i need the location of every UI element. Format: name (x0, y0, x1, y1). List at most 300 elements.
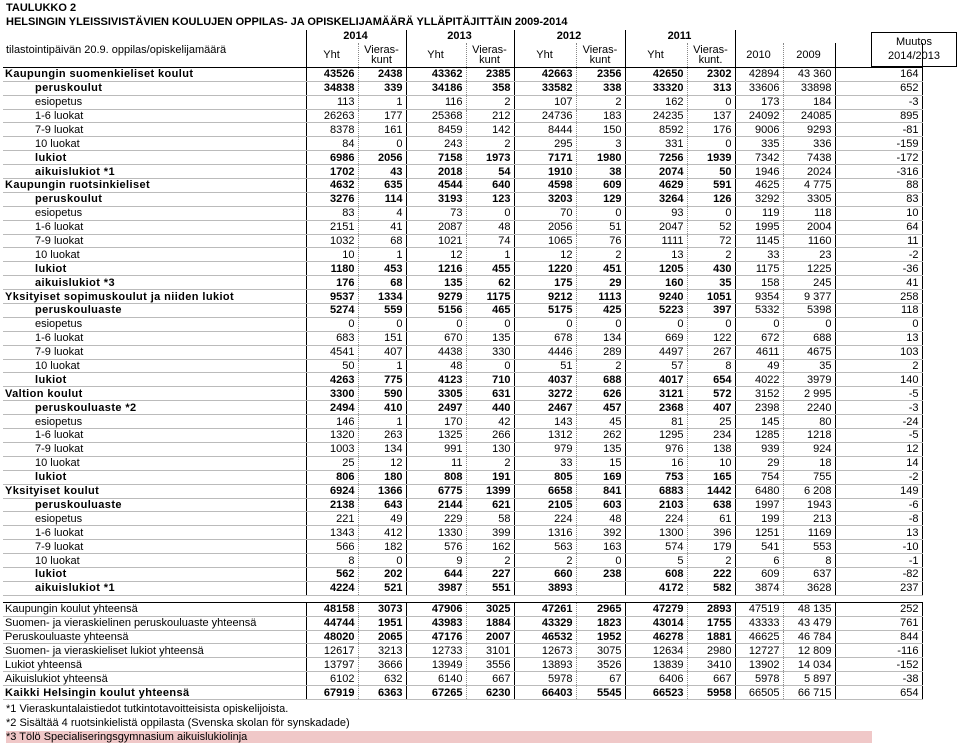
cell-value: 2 (466, 456, 514, 470)
cell-value: 2144 (406, 498, 466, 512)
cell-value: 1 (358, 95, 406, 109)
row-label: 1-6 luokat (3, 331, 306, 345)
row-label: aikuislukiot *1 (3, 165, 306, 179)
table-row (3, 179, 922, 193)
cell-value: 1997 (735, 498, 783, 512)
vieras-header (576, 43, 625, 68)
cell-value: 43526 (306, 67, 358, 81)
cell-value: 1325 (406, 429, 466, 443)
cell-value: 83 (835, 192, 922, 206)
cell-value: 632 (358, 672, 406, 686)
row-label: peruskoulut (3, 81, 306, 95)
cell-value: 83 (306, 206, 358, 220)
table-row (3, 67, 922, 81)
row-label: Kaupungin koulut yhteensä (3, 602, 306, 616)
cell-value: 13797 (306, 658, 358, 672)
table-row (3, 415, 922, 429)
cell-value: 1939 (687, 151, 735, 165)
table-row (3, 401, 922, 415)
cell-value: 9293 (783, 123, 835, 137)
cell-value: 50 (306, 359, 358, 373)
cell-value: 2 (466, 554, 514, 568)
cell-value: 26263 (306, 109, 358, 123)
spacer-row (3, 595, 922, 602)
cell-value: 0 (687, 206, 735, 220)
cell-value: 4611 (735, 345, 783, 359)
cell-value: 4 775 (783, 179, 835, 193)
cell-value: 0 (358, 317, 406, 331)
cell-value: 541 (735, 540, 783, 554)
table-row (3, 345, 922, 359)
cell-value: 0 (406, 317, 466, 331)
cell-value: 669 (625, 331, 687, 345)
cell-value: 1113 (576, 290, 625, 304)
cell-value: 672 (735, 331, 783, 345)
cell-value: 12 (406, 248, 466, 262)
row-label: Peruskouluaste yhteensä (3, 630, 306, 644)
cell-value: -3 (835, 95, 922, 109)
cell-value: 4497 (625, 345, 687, 359)
cell-value: 5958 (687, 686, 735, 700)
cell-value: 122 (687, 331, 735, 345)
cell-value: 338 (576, 81, 625, 95)
cell-value: 12617 (306, 644, 358, 658)
cell-value: 339 (358, 81, 406, 95)
cell-value: 1343 (306, 526, 358, 540)
cell-value: -8 (835, 512, 922, 526)
cell-value: 979 (514, 442, 576, 456)
cell-value: 2007 (466, 630, 514, 644)
cell-value: 924 (783, 442, 835, 456)
cell-value: 1021 (406, 234, 466, 248)
yht-header: Yht (306, 43, 358, 68)
cell-value: 6883 (625, 484, 687, 498)
footnote-3: *3 Tölö Specialiseringsgymnasium aikuislukiolinja (6, 731, 872, 743)
cell-value: 6363 (358, 686, 406, 700)
cell-value: 48 (466, 220, 514, 234)
table-row (3, 276, 922, 290)
cell-value: 38 (576, 165, 625, 179)
cell-value: 0 (687, 137, 735, 151)
cell-value: 12 809 (783, 644, 835, 658)
cell-value: 0 (576, 317, 625, 331)
cell-value: 126 (687, 192, 735, 206)
cell-value: 140 (835, 373, 922, 387)
cell-value: 64 (835, 220, 922, 234)
cell-value: 165 (687, 470, 735, 484)
cell-value: 5156 (406, 304, 466, 318)
cell-value: 1285 (735, 429, 783, 443)
table-row (3, 554, 922, 568)
cell-value: 2497 (406, 401, 466, 415)
cell-value: 130 (466, 442, 514, 456)
cell-value: 9 (406, 554, 466, 568)
cell-value: 295 (514, 137, 576, 151)
row-label: Lukiot yhteensä (3, 658, 306, 672)
cell-value: 1316 (514, 526, 576, 540)
cell-value: -3 (835, 401, 922, 415)
cell-value: 5332 (735, 304, 783, 318)
cell-value: 1220 (514, 262, 576, 276)
cell-value: -36 (835, 262, 922, 276)
cell-value: 183 (576, 109, 625, 123)
cell-value: 150 (576, 123, 625, 137)
cell-value: 4544 (406, 179, 466, 193)
cell-value: 5175 (514, 304, 576, 318)
cell-value: 7256 (625, 151, 687, 165)
cell-value: 118 (835, 304, 922, 318)
cell-value: 457 (576, 401, 625, 415)
row-label: 10 luokat (3, 248, 306, 262)
cell-value: 25368 (406, 109, 466, 123)
table-row (3, 165, 922, 179)
cell-value: 48158 (306, 602, 358, 616)
cell-value: 35 (687, 276, 735, 290)
cell-value: 4 (358, 206, 406, 220)
cell-value: 313 (687, 81, 735, 95)
table-row (3, 248, 922, 262)
cell-value: 42894 (735, 67, 783, 81)
row-label: 7-9 luokat (3, 123, 306, 137)
cell-value: 1300 (625, 526, 687, 540)
cell-value: 844 (835, 630, 922, 644)
cell-value: 14 034 (783, 658, 835, 672)
table-row (3, 192, 922, 206)
cell-value: 202 (358, 567, 406, 581)
cell-value: 4037 (514, 373, 576, 387)
cell-value: 562 (306, 567, 358, 581)
cell-value: -82 (835, 567, 922, 581)
cell-value: 24736 (514, 109, 576, 123)
cell-value: 33 (514, 456, 576, 470)
cell-value: 160 (625, 276, 687, 290)
cell-value: 3073 (358, 602, 406, 616)
vieras-header-top: Vieras- (582, 43, 618, 56)
table-row (3, 81, 922, 95)
cell-value: 582 (687, 581, 735, 595)
row-label: aikuislukiot *1 (3, 581, 306, 595)
cell-value: 263 (358, 429, 406, 443)
cell-value: -10 (835, 540, 922, 554)
row-label: lukiot (3, 470, 306, 484)
cell-value: 12 (514, 248, 576, 262)
cell-value: 33582 (514, 81, 576, 95)
cell-value: 688 (783, 331, 835, 345)
row-label: Suomen- ja vieraskielinen peruskouluaste yhteensä (3, 616, 306, 630)
cell-value: 66 715 (783, 686, 835, 700)
table-row (3, 206, 922, 220)
cell-value: 5978 (514, 672, 576, 686)
row-label: peruskouluaste *2 (3, 401, 306, 415)
cell-value: 399 (466, 526, 514, 540)
cell-value: 3213 (358, 644, 406, 658)
cell-value: 2893 (687, 602, 735, 616)
cell-value: 336 (783, 137, 835, 151)
cell-value: 33 (735, 248, 783, 262)
cell-value: 135 (406, 276, 466, 290)
cell-value: 42663 (514, 67, 576, 81)
cell-value: 667 (687, 672, 735, 686)
cell-value: 177 (358, 109, 406, 123)
cell-value: 18 (783, 456, 835, 470)
cell-value: 6924 (306, 484, 358, 498)
cell-value: 6 (735, 554, 783, 568)
table-row (3, 686, 922, 700)
cell-value: 9354 (735, 290, 783, 304)
cell-value: 1205 (625, 262, 687, 276)
cell-value: 335 (735, 137, 783, 151)
cell-value: 397 (687, 304, 735, 318)
cell-value: 667 (466, 672, 514, 686)
cell-value: 1702 (306, 165, 358, 179)
cell-value: -1 (835, 554, 922, 568)
cell-value: 34186 (406, 81, 466, 95)
cell-value: 23 (783, 248, 835, 262)
cell-value: 184 (783, 95, 835, 109)
row-label: lukiot (3, 151, 306, 165)
cell-value: 73 (406, 206, 466, 220)
vieras-header-top: Vieras- (693, 43, 728, 56)
row-label: Kaupungin suomenkieliset koulut (3, 67, 306, 81)
cell-value: 47519 (735, 602, 783, 616)
cell-value: 46625 (735, 630, 783, 644)
cell-value: 93 (625, 206, 687, 220)
cell-value: 3410 (687, 658, 735, 672)
cell-value: 13 (835, 526, 922, 540)
cell-value: 430 (687, 262, 735, 276)
cell-value: 4446 (514, 345, 576, 359)
cell-value: 70 (514, 206, 576, 220)
cell-value: 149 (835, 484, 922, 498)
cell-value: 566 (306, 540, 358, 554)
cell-value: 66523 (625, 686, 687, 700)
cell-value: 2368 (625, 401, 687, 415)
table-row (3, 234, 922, 248)
cell-value: 1943 (783, 498, 835, 512)
cell-value: 678 (514, 331, 576, 345)
cell-value: 4224 (306, 581, 358, 595)
row-label: esiopetus (3, 317, 306, 331)
cell-value: 1823 (576, 616, 625, 630)
cell-value: 7342 (735, 151, 783, 165)
cell-value: 3272 (514, 387, 576, 401)
cell-value: 2024 (783, 165, 835, 179)
cell-value: 191 (466, 470, 514, 484)
cell-value: 2 (835, 359, 922, 373)
cell-value: 6 208 (783, 484, 835, 498)
cell-value: 68 (358, 234, 406, 248)
cell-value: 1225 (783, 262, 835, 276)
cell-value: 179 (687, 540, 735, 554)
cell-value: 42650 (625, 67, 687, 81)
cell-value: 1884 (466, 616, 514, 630)
cell-value: 3628 (783, 581, 835, 595)
yht-header: Yht (406, 43, 466, 68)
cell-value: 88 (835, 179, 922, 193)
cell-value: 3264 (625, 192, 687, 206)
cell-value: 1312 (514, 429, 576, 443)
cell-value: 74 (466, 234, 514, 248)
cell-value: 1175 (735, 262, 783, 276)
cell-value: 116 (406, 95, 466, 109)
cell-value: 2 995 (783, 387, 835, 401)
cell-value: 4632 (306, 179, 358, 193)
year-header: 2011 (625, 30, 735, 43)
table-row (3, 644, 922, 658)
cell-value: 50 (687, 165, 735, 179)
row-label: esiopetus (3, 512, 306, 526)
yht-header: Yht (625, 43, 687, 68)
row-label: 10 luokat (3, 554, 306, 568)
cell-value: 4625 (735, 179, 783, 193)
cell-value: 2151 (306, 220, 358, 234)
cell-value: 1003 (306, 442, 358, 456)
cell-value: 13 (625, 248, 687, 262)
cell-value: 12733 (406, 644, 466, 658)
table-row (3, 526, 922, 540)
cell-value: 262 (576, 429, 625, 443)
cell-value: 289 (576, 345, 625, 359)
cell-value: 3 (576, 137, 625, 151)
cell-value: 1065 (514, 234, 576, 248)
cell-value: 266 (466, 429, 514, 443)
table-row (3, 470, 922, 484)
cell-value: 412 (358, 526, 406, 540)
cell-value: 6102 (306, 672, 358, 686)
cell-value: 10 (835, 206, 922, 220)
cell-value: 119 (735, 206, 783, 220)
cell-value: 563 (514, 540, 576, 554)
cell-value: 258 (835, 290, 922, 304)
cell-value: 3276 (306, 192, 358, 206)
cell-value: 9279 (406, 290, 466, 304)
cell-value: 238 (576, 567, 625, 581)
cell-value: 11 (406, 456, 466, 470)
cell-value: -5 (835, 429, 922, 443)
vieras-header (687, 43, 735, 68)
cell-value: 12 (835, 442, 922, 456)
cell-value: 33320 (625, 81, 687, 95)
cell-value: 7171 (514, 151, 576, 165)
cell-value: 213 (783, 512, 835, 526)
cell-value: 0 (576, 206, 625, 220)
cell-value: 0 (576, 554, 625, 568)
cell-value: 3152 (735, 387, 783, 401)
cell-value: 245 (783, 276, 835, 290)
cell-value: 80 (783, 415, 835, 429)
cell-value: 57 (625, 359, 687, 373)
cell-value: 2980 (687, 644, 735, 658)
cell-value: 12 (358, 456, 406, 470)
cell-value: 4438 (406, 345, 466, 359)
cell-value: 170 (406, 415, 466, 429)
cell-value: 12634 (625, 644, 687, 658)
cell-value: 6775 (406, 484, 466, 498)
cell-value: 2398 (735, 401, 783, 415)
cell-value: 162 (625, 95, 687, 109)
cell-value: 358 (466, 81, 514, 95)
cell-value: 1399 (466, 484, 514, 498)
cell-value: 1334 (358, 290, 406, 304)
cell-value: 2 (687, 248, 735, 262)
cell-value: 138 (687, 442, 735, 456)
cell-value: 1145 (735, 234, 783, 248)
cell-value: 4675 (783, 345, 835, 359)
cell-value: 710 (466, 373, 514, 387)
cell-value: 34838 (306, 81, 358, 95)
row-label: lukiot (3, 373, 306, 387)
cell-value: 2302 (687, 67, 735, 81)
cell-value: 66505 (735, 686, 783, 700)
cell-value: 3556 (466, 658, 514, 672)
cell-value: 224 (514, 512, 576, 526)
cell-value: 4263 (306, 373, 358, 387)
cell-value: 2103 (625, 498, 687, 512)
cell-value: 173 (735, 95, 783, 109)
cell-value: 551 (466, 581, 514, 595)
cell-value: -152 (835, 658, 922, 672)
footnote-2: *2 Sisältää 4 ruotsinkielistä oppilasta (Svenska skolan för synskadade) (6, 717, 350, 729)
vieras-header (358, 43, 406, 68)
table-subtitle: tilastointipäivän 20.9. oppilas/opiskelijamäärä (6, 44, 227, 56)
vieras-header-bottom: kunt. (698, 53, 723, 66)
cell-value: 162 (466, 540, 514, 554)
cell-value: 43362 (406, 67, 466, 81)
cell-value: 43 (358, 165, 406, 179)
cell-value: 753 (625, 470, 687, 484)
cell-value: 455 (466, 262, 514, 276)
cell-value: 654 (687, 373, 735, 387)
cell-value: 3979 (783, 373, 835, 387)
year-header: 2009 (783, 43, 835, 68)
cell-value: 25 (687, 415, 735, 429)
cell-value: 13839 (625, 658, 687, 672)
cell-value: 2 (687, 554, 735, 568)
table-row (3, 317, 922, 331)
table-row (3, 672, 922, 686)
table-title: HELSINGIN YLEISSIVISTÄVIEN KOULUJEN OPPILAS- JA OPISKELIJAMÄÄRÄ YLLÄPITÄJITTÄIN 2009-2014 (6, 16, 568, 28)
cell-value: 51 (514, 359, 576, 373)
cell-value: 2965 (576, 602, 625, 616)
cell-value: 2065 (358, 630, 406, 644)
row-label: 10 luokat (3, 137, 306, 151)
cell-value: 440 (466, 401, 514, 415)
cell-value: 48 (406, 359, 466, 373)
cell-value: 392 (576, 526, 625, 540)
table-row (3, 616, 922, 630)
row-label: peruskoulut (3, 192, 306, 206)
cell-value: 9537 (306, 290, 358, 304)
table-row (3, 95, 922, 109)
cell-value: 199 (735, 512, 783, 526)
cell-value: 1160 (783, 234, 835, 248)
cell-value: 4123 (406, 373, 466, 387)
table-row (3, 290, 922, 304)
cell-value: 4017 (625, 373, 687, 387)
cell-value: 182 (358, 540, 406, 554)
cell-value: 7438 (783, 151, 835, 165)
cell-value: 1 (358, 248, 406, 262)
table-row (3, 304, 922, 318)
cell-value: 6406 (625, 672, 687, 686)
table-row (3, 498, 922, 512)
cell-value: 43014 (625, 616, 687, 630)
cell-value: 775 (358, 373, 406, 387)
row-label: peruskouluaste (3, 498, 306, 512)
cell-value: 603 (576, 498, 625, 512)
table-row (3, 484, 922, 498)
cell-value: 84 (306, 137, 358, 151)
